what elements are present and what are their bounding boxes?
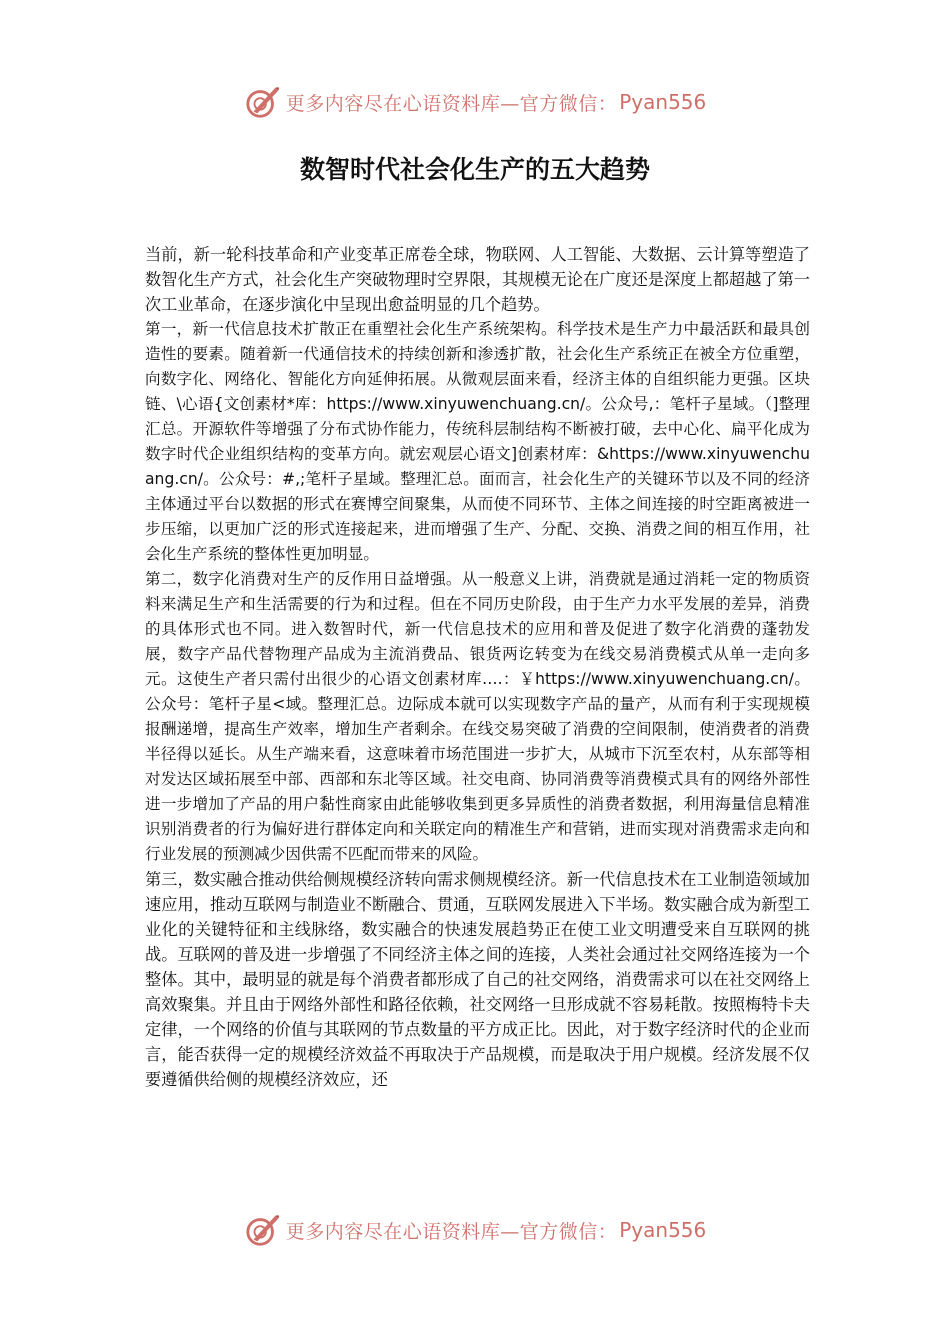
quill-logo-icon <box>244 1211 282 1249</box>
paragraph-intro: 当前，新一轮科技革命和产业变革正席卷全球，物联网、人工智能、大数据、云计算等塑造了数智化生产方式，社会化生产突破物理时空界限，其规模无论在广度还是深度上都超越了第一次工业革命，在逐步演化中呈现出愈益明显的几个趋势。 <box>145 245 810 314</box>
quill-logo-icon <box>244 83 282 121</box>
paragraph-trend-3: 第三，数实融合推动供给侧规模经济转向需求侧规模经济。新一代信息技术在工业制造领域加速应用，推动互联网与制造业不断融合、贯通，互联网发展进入下半场。数实融合成为新型工业化的关键特征和主线脉络，数实融合的快速发展趋势正在使工业文明遭受来自互联网的挑战。互联网的普及进一步增强了不同经济主体之间的连接，人类社会通过社交网络连接为一个整体。其中，最明显的就是每个消费者都形成了自己的社交网络，消费需求可以在社交网络上高效聚集。并且由于网络外部性和路径依赖，社交网络一旦形成就不容易耗散。按照梅特卡夫定律，一个网络的价值与其联网的节点数量的平方成正比。因此，对于数字经济时代的企业而言，能否获得一定的规模经济效益不再取决于产品规模，而是取决于用户规模。经济发展不仅要遵循供给侧的规模经济效应，还 <box>145 870 810 1089</box>
document-title: 数智时代社会化生产的五大趋势 <box>299 155 650 184</box>
article-body <box>145 242 810 1092</box>
wechat-id: Pyan556 <box>619 90 707 114</box>
paragraph-trend-2: 第二，数字化消费对生产的反作用日益增强。从一般意义上讲，消费就是通过消耗一定的物质资料来满足生产和生活需要的行为和过程。但在不同历史阶段，由于生产力水平发展的差异，消费的具体形式也不同。进入数智时代，新一代信息技术的应用和普及促进了数字化消费的蓬勃发展，数字产品代替物理产品成为主流消费品、银货两讫转变为在线交易消费模式从单一走向多元。这使生产者只需付出很少的心语文创素材库….：￥https://www.xinyuwenchuang.cn/。公众号：笔杆子星<域。整理汇总。边际成本就可以实现数字产品的量产，从而有利于实现规模报酬递增，提高生产效率，增加生产者剩余。在线交易突破了消费的空间限制，使消费者的消费半径得以延长。从生产端来看，这意味着市场范围进一步扩大，从城市下沉至农村，从东部等相对发达区域拓展至中部、西部和东北等区域。社交电商、协同消费等消费模式具有的网络外部性进一步增加了产品的用户黏性商家由此能够收集到更多异质性的消费者数据，利用海量信息精准识别消费者的行为偏好进行群体定向和关联定向的精准生产和营销，进而实现对消费需求走向和行业发展的预测减少因供需不匹配而带来的风险。 <box>145 570 810 863</box>
footer-banner <box>0 1208 950 1252</box>
header-banner <box>0 80 950 124</box>
paragraph-trend-1: 第一，新一代信息技术扩散正在重塑社会化生产系统架构。科学技术是生产力中最活跃和最具创造性的要素。随着新一代通信技术的持续创新和渗透扩散，社会化生产系统正在被全方位重塑，向数字化、网络化、智能化方向延伸拓展。从微观层面来看，经济主体的自组织能力更强。区块链、\心语{文创素材*库：https://www.xinyuwenchuang.cn/。公众号,：笔杆子星域。（]整理汇总。开源软件等增强了分布式协作能力，传统科层制结构不断被打破，去中心化、扁平化成为数字时代企业组织结构的变革方向。就宏观层心语文]创素材库：&https://www.xinyuwenchuang.cn/。公众号：#,;笔杆子星域。整理汇总。面而言，社会化生产的关键环节以及不同的经济主体通过平台以数据的形式在赛博空间聚集，从而使不同环节、主体之间连接的时空距离被进一步压缩，以更加广泛的形式连接起来，进而增强了生产、分配、交换、消费之间的相互作用，社会化生产系统的整体性更加明显。 <box>145 320 810 563</box>
wechat-id: Pyan556 <box>619 1218 707 1242</box>
banner-text: 更多内容尽在心语资料库—官方微信： <box>285 1220 618 1243</box>
banner-text: 更多内容尽在心语资料库—官方微信： <box>285 92 618 115</box>
